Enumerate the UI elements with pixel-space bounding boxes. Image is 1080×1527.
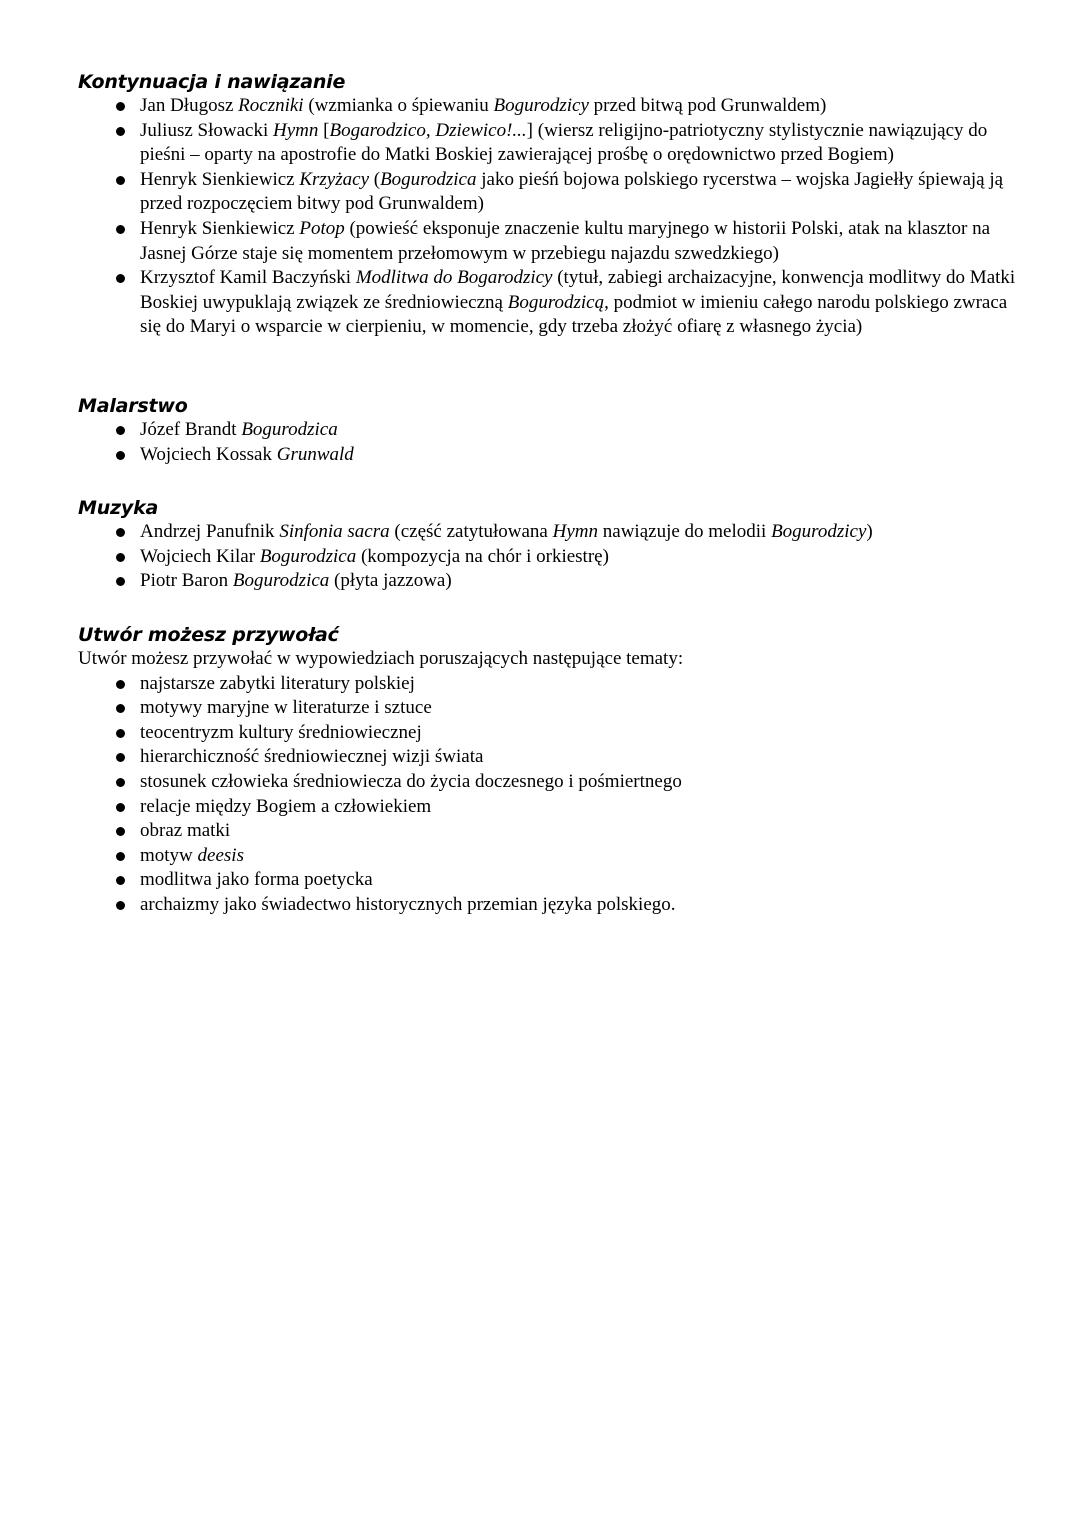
bullet-icon bbox=[116, 426, 125, 435]
list-item: Wojciech Kilar Bogurodzica (kompozycja na chór i orkiestrę) bbox=[78, 545, 1018, 570]
list-item: modlitwa jako forma poetycka bbox=[78, 868, 1018, 893]
list-item: obraz matki bbox=[78, 819, 1018, 844]
list-item: Andrzej Panufnik Sinfonia sacra (część zatytułowana Hymn nawiązuje do melodii Bogurodzicy) bbox=[78, 520, 1018, 545]
bullet-icon bbox=[116, 274, 125, 283]
list-item: Henryk Sienkiewicz Krzyżacy (Bogurodzica jako pieśń bojowa polskiego rycerstwa – wojska Jagiełły śpiewają ją przed rozpoczęciem bitwy pod Grunwaldem) bbox=[78, 168, 1018, 217]
bullet-icon bbox=[116, 451, 125, 460]
bullet-icon bbox=[116, 704, 125, 713]
section-malarstwo bbox=[78, 394, 1018, 467]
list-kontynuacja bbox=[78, 94, 1018, 340]
heading-kontynuacja: Kontynuacja i nawiązanie bbox=[78, 71, 346, 93]
bullet-icon bbox=[116, 225, 125, 234]
list-item: Piotr Baron Bogurodzica (płyta jazzowa) bbox=[78, 569, 1018, 594]
list-item: Henryk Sienkiewicz Potop (powieść eksponuje znaczenie kultu maryjnego w historii Polski, atak na klasztor na Jasnej Górze staje się momentem przełomowym w przebiegu najazdu szwedzkiego) bbox=[78, 217, 1018, 266]
list-item: stosunek człowieka średniowiecza do życia doczesnego i pośmiertnego bbox=[78, 770, 1018, 795]
section-kontynuacja bbox=[78, 70, 1018, 340]
bullet-icon bbox=[116, 778, 125, 787]
heading-malarstwo: Malarstwo bbox=[78, 395, 188, 417]
list-item: Juliusz Słowacki Hymn [Bogarodzico, Dziewico!...] (wiersz religijno-patriotyczny stylistycznie nawiązujący do pieśni – oparty na apostrofie do Matki Boskiej zawierającej prośbę o orędownictwo przed Bogiem) bbox=[78, 119, 1018, 168]
list-przywolac bbox=[78, 672, 1018, 918]
bullet-icon bbox=[116, 852, 125, 861]
section-przywolac bbox=[78, 623, 1018, 918]
list-item: Wojciech Kossak Grunwald bbox=[78, 443, 1018, 468]
section-muzyka bbox=[78, 496, 1018, 594]
bullet-icon bbox=[116, 901, 125, 910]
list-item: hierarchiczność średniowiecznej wizji świata bbox=[78, 745, 1018, 770]
bullet-icon bbox=[116, 827, 125, 836]
list-item: relacje między Bogiem a człowiekiem bbox=[78, 795, 1018, 820]
bullet-icon bbox=[116, 753, 125, 762]
bullet-icon bbox=[116, 127, 125, 136]
bullet-icon bbox=[116, 803, 125, 812]
heading-przywolac: Utwór możesz przywołać bbox=[78, 624, 339, 646]
intro-text: Utwór możesz przywołać w wypowiedziach poruszających następujące tematy: bbox=[78, 648, 684, 669]
list-item: Józef Brandt Bogurodzica bbox=[78, 418, 1018, 443]
bullet-icon bbox=[116, 876, 125, 885]
bullet-icon bbox=[116, 577, 125, 586]
list-muzyka bbox=[78, 520, 1018, 594]
heading-muzyka: Muzyka bbox=[78, 497, 159, 519]
list-item: motyw deesis bbox=[78, 844, 1018, 869]
bullet-icon bbox=[116, 553, 125, 562]
bullet-icon bbox=[116, 102, 125, 111]
bullet-icon bbox=[116, 729, 125, 738]
list-item: Jan Długosz Roczniki (wzmianka o śpiewaniu Bogurodzicy przed bitwą pod Grunwaldem) bbox=[78, 94, 1018, 119]
list-item: archaizmy jako świadectwo historycznych przemian języka polskiego. bbox=[78, 893, 1018, 918]
list-item: teocentryzm kultury średniowiecznej bbox=[78, 721, 1018, 746]
bullet-icon bbox=[116, 176, 125, 185]
list-item: motywy maryjne w literaturze i sztuce bbox=[78, 696, 1018, 721]
bullet-icon bbox=[116, 680, 125, 689]
bullet-icon bbox=[116, 528, 125, 537]
list-item: najstarsze zabytki literatury polskiej bbox=[78, 672, 1018, 697]
list-malarstwo bbox=[78, 418, 1018, 467]
list-item: Krzysztof Kamil Baczyński Modlitwa do Bogarodzicy (tytuł, zabiegi archaizacyjne, konwencja modlitwy do Matki Boskiej uwypuklają związek ze średniowieczną Bogurodzicą, podmiot w imieniu całego narodu polskiego zwraca się do Maryi o wsparcie w cierpieniu, w momencie, gdy trzeba złożyć ofiarę z własnego życia) bbox=[78, 266, 1018, 340]
